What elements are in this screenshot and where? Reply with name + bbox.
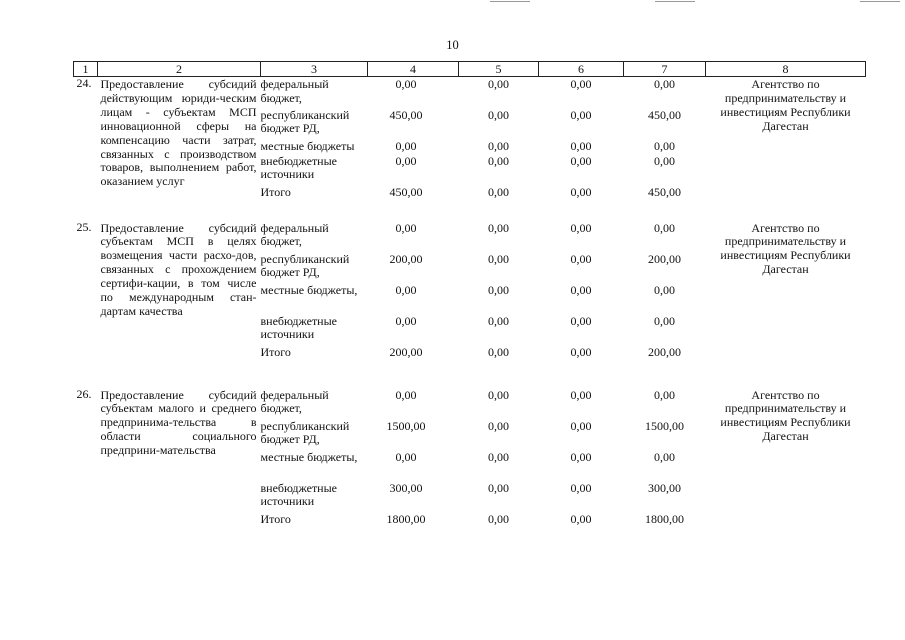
amount-cell: 0,00	[570, 418, 592, 433]
page-number: 10	[446, 38, 459, 52]
funding-source: местные бюджеты,	[260, 282, 358, 297]
amount-cell: 0,00	[395, 153, 417, 168]
amount-cell: 0,00	[395, 282, 417, 297]
amount-cell: 0,00	[654, 220, 675, 235]
row-number: 24.	[76, 76, 92, 90]
amount-cell: 450,00	[648, 184, 681, 199]
amount-cell: 0,00	[570, 313, 592, 328]
column-number: 7	[624, 62, 706, 77]
funding-source: республиканский бюджет РД,	[260, 107, 350, 136]
program-table	[73, 61, 866, 543]
row-number: 25.	[76, 219, 92, 234]
column-number: 1	[74, 62, 98, 77]
funding-source: федеральный бюджет,	[260, 220, 329, 249]
amount-cell: 200,00	[648, 344, 681, 359]
column-number: 4	[368, 62, 459, 77]
amount-cell: 0,00	[654, 138, 675, 153]
scan-mark	[490, 1, 530, 2]
scan-mark	[655, 1, 695, 2]
column-number: 2	[98, 62, 261, 77]
amount-cell: 0,00	[570, 184, 592, 199]
amount-cell: 0,00	[395, 449, 417, 464]
amount-cell: 450,00	[648, 107, 681, 122]
amount-cell: 0,00	[395, 220, 417, 235]
funding-source: внебюджетные источники	[260, 313, 337, 342]
amount-cell: 0,00	[570, 107, 592, 122]
amount-cell: 0,00	[395, 138, 417, 153]
amount-cell: 0,00	[570, 77, 592, 91]
amount-cell: 450,00	[389, 107, 423, 122]
measure-name: Предоставление субсидий действующим юриди-ческим лицам - субъектам МСП инновационной сферы на компенсацию части затрат, связанных с производством товаров, выполнением работ, оказанием услуг	[100, 77, 257, 189]
measure-name: Предоставление субсидий субъектам малого и среднего предпринима-тельства в области социального предприни-мательства	[100, 387, 257, 458]
amount-cell: 0,00	[570, 220, 592, 235]
amount-cell: 450,00	[389, 184, 423, 199]
amount-cell: 0,00	[654, 77, 675, 91]
amount-cell: 0,00	[570, 387, 592, 402]
amount-cell: 0,00	[488, 184, 509, 199]
column-number-row	[74, 62, 866, 77]
funding-source: местные бюджеты	[260, 138, 355, 153]
amount-cell: 0,00	[488, 511, 509, 526]
funding-source: внебюджетные источники	[260, 480, 337, 509]
amount-cell: 1800,00	[645, 511, 684, 526]
funding-source: местные бюджеты,	[260, 449, 358, 464]
table-row	[74, 77, 866, 108]
amount-cell: 0,00	[570, 251, 592, 266]
funding-source: федеральный бюджет,	[260, 387, 329, 416]
amount-cell: 0,00	[570, 480, 592, 495]
funding-source: федеральный бюджет,	[260, 77, 329, 105]
amount-cell: 0,00	[570, 344, 592, 359]
amount-cell: 0,00	[488, 138, 509, 153]
amount-cell: 300,00	[389, 480, 423, 495]
amount-cell: 200,00	[389, 251, 423, 266]
column-number: 8	[706, 62, 866, 77]
column-number: 5	[459, 62, 539, 77]
amount-cell: 0,00	[654, 449, 675, 464]
amount-cell: 0,00	[488, 480, 509, 495]
amount-cell: 0,00	[488, 220, 509, 235]
funding-source: Итого	[260, 344, 291, 359]
amount-cell: 300,00	[648, 480, 681, 495]
amount-cell: 0,00	[488, 251, 509, 266]
amount-cell: 0,00	[488, 344, 509, 359]
amount-cell: 0,00	[488, 107, 509, 122]
amount-cell: 0,00	[654, 313, 675, 328]
amount-cell: 0,00	[488, 153, 509, 168]
amount-cell: 0,00	[570, 138, 592, 153]
amount-cell: 0,00	[570, 282, 592, 297]
amount-cell: 0,00	[488, 282, 509, 297]
measure-name: Предоставление субсидий субъектам МСП в целях возмещения части расхо-дов, связанных с прохождением сертифи-кации, в том числе по международным стан-дартам качества	[100, 220, 257, 318]
responsible-agency: Агентство по предпринимательству и инвестициям Республики Дагестан	[720, 387, 851, 444]
responsible-agency: Агентство по предпринимательству и инвестициям Республики Дагестан	[720, 220, 851, 277]
table-row	[74, 388, 866, 419]
amount-cell: 0,00	[488, 449, 509, 464]
column-number: 3	[261, 62, 368, 77]
amount-cell: 0,00	[395, 313, 417, 328]
amount-cell: 1500,00	[645, 418, 684, 433]
amount-cell: 0,00	[395, 77, 417, 91]
amount-cell: 0,00	[570, 511, 592, 526]
row-number: 26.	[76, 386, 92, 401]
amount-cell: 200,00	[389, 344, 423, 359]
funding-source: Итого	[260, 184, 291, 199]
funding-source: республиканский бюджет РД,	[260, 418, 350, 447]
amount-cell: 0,00	[654, 282, 675, 297]
scan-mark	[860, 1, 900, 2]
amount-cell: 0,00	[570, 153, 592, 168]
funding-source: республиканский бюджет РД,	[260, 251, 350, 280]
amount-cell: 0,00	[570, 449, 592, 464]
table-row	[74, 221, 866, 252]
funding-source: внебюджетные источники	[260, 153, 337, 182]
amount-cell: 0,00	[654, 153, 675, 168]
amount-cell: 1800,00	[386, 511, 426, 526]
amount-cell: 0,00	[488, 77, 509, 91]
responsible-agency: Агентство по предпринимательству и инвестициям Республики Дагестан	[720, 77, 851, 133]
amount-cell: 0,00	[488, 313, 509, 328]
column-number: 6	[539, 62, 624, 77]
amount-cell: 0,00	[488, 387, 509, 402]
amount-cell: 0,00	[395, 387, 417, 402]
row-spacer	[74, 376, 866, 388]
funding-source: Итого	[260, 511, 291, 526]
amount-cell: 1500,00	[386, 418, 426, 433]
amount-cell: 0,00	[488, 418, 509, 433]
amount-cell: 0,00	[654, 387, 675, 402]
amount-cell: 200,00	[648, 251, 681, 266]
